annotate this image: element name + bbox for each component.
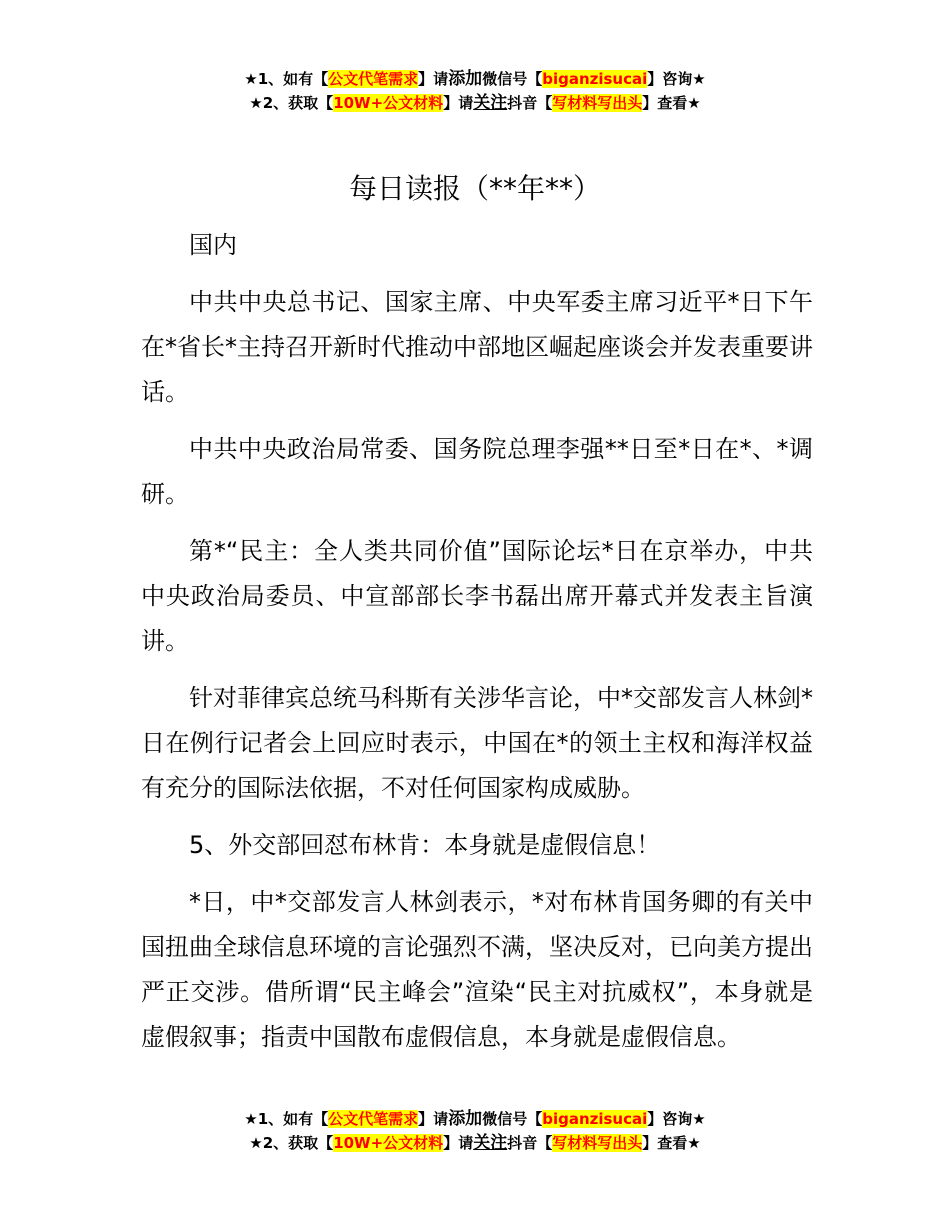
banner-text: 】查看★ xyxy=(642,94,701,112)
banner-text: 】请 xyxy=(443,1134,474,1152)
banner-line-2 xyxy=(0,91,950,115)
highlight-materials: 10W+公文材料 xyxy=(333,94,444,112)
highlight-ghostwriting: 公文代笔需求 xyxy=(328,1110,419,1128)
top-banner xyxy=(0,67,950,115)
banner-line-1 xyxy=(0,1107,950,1131)
banner-text: 抖音【 xyxy=(507,1134,553,1152)
news-paragraph: 中共中央政治局常委、国务院总理李强**日至*日在*、*调研。 xyxy=(141,435,813,508)
banner-text: ★1、如有【 xyxy=(244,70,329,88)
banner-text: ★2、获取【 xyxy=(249,1134,334,1152)
banner-text: 微信号【 xyxy=(482,70,543,88)
highlight-douyin: 写材料写出头 xyxy=(552,1134,643,1152)
news-paragraph: 中共中央总书记、国家主席、中央军委主席习近平*日下午在*省长*主持召开新时代推动中部地区崛起座谈会并发表重要讲话。 xyxy=(141,288,813,406)
news-paragraph: *日，中*交部发言人林剑表示，*对布林肯国务卿的有关中国扭曲全球信息环境的言论强烈不满，坚决反对，已向美方提出严正交涉。借所谓“民主峰会”渲染“民主对抗威权”，本身就是虚假叙事；指责中国散布虚假信息，本身就是虚假信息。 xyxy=(141,888,813,1051)
banner-text: ★2、获取【 xyxy=(249,94,334,112)
bottom-banner xyxy=(0,1107,950,1155)
highlight-wechat-id: biganzisucai xyxy=(542,1110,648,1128)
banner-text: ★1、如有【 xyxy=(244,1110,329,1128)
banner-text-emphasis: 添加 xyxy=(448,69,483,89)
highlight-materials: 10W+公文材料 xyxy=(333,1134,444,1152)
document-title: 每日读报（**年**） xyxy=(348,172,601,205)
banner-text: 】咨询★ xyxy=(647,1110,706,1128)
highlight-ghostwriting: 公文代笔需求 xyxy=(328,70,419,88)
banner-text: 】请 xyxy=(418,1110,449,1128)
banner-text: 抖音【 xyxy=(507,94,553,112)
document-body xyxy=(141,223,813,1072)
banner-text: 微信号【 xyxy=(482,1110,543,1128)
highlight-wechat-id: biganzisucai xyxy=(542,70,648,88)
banner-text: 】咨询★ xyxy=(647,70,706,88)
banner-text-emphasis: 关注 xyxy=(473,93,508,113)
banner-text: 】请 xyxy=(418,70,449,88)
news-paragraph: 针对菲律宾总统马科斯有关涉华言论，中*交部发言人林剑*日在例行记者会上回应时表示，中国在*的领土主权和海洋权益有充分的国际法依据，不对任何国家构成威胁。 xyxy=(141,684,813,802)
banner-line-1 xyxy=(0,67,950,91)
banner-text: 】请 xyxy=(443,94,474,112)
news-heading: 5、外交部回怼布林肯：本身就是虚假信息！ xyxy=(189,831,661,859)
banner-text-emphasis: 关注 xyxy=(473,1133,508,1153)
banner-line-2 xyxy=(0,1131,950,1155)
banner-text: 】查看★ xyxy=(642,1134,701,1152)
banner-text-emphasis: 添加 xyxy=(448,1109,483,1129)
section-heading: 国内 xyxy=(189,231,237,259)
news-paragraph: 第*“民主：全人类共同价值”国际论坛*日在京举办，中共中央政治局委员、中宣部部长李书磊出席开幕式并发表主旨演讲。 xyxy=(141,537,813,655)
highlight-douyin: 写材料写出头 xyxy=(552,94,643,112)
